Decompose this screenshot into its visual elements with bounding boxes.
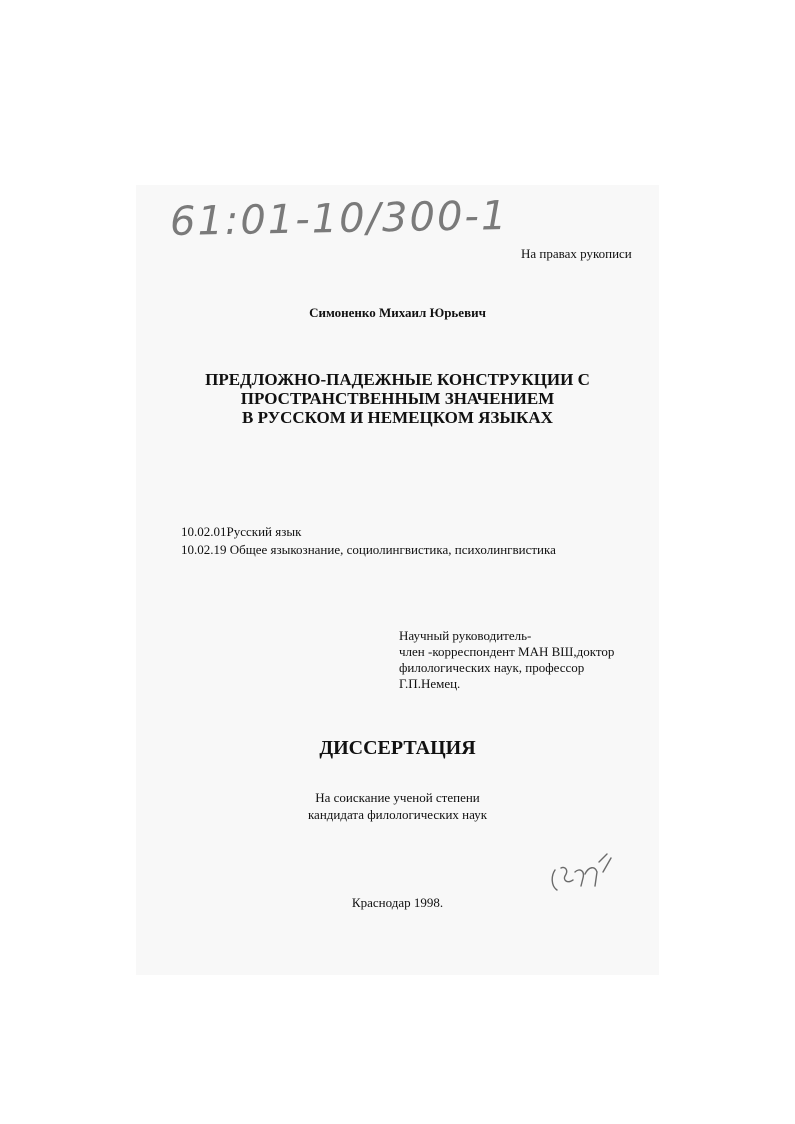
- degree-line: кандидата филологических наук: [307, 807, 488, 822]
- supervisor-line: Г.П.Немец.: [399, 676, 461, 691]
- supervisor-line: член -корреспондент МАН ВШ,доктор: [399, 644, 615, 659]
- supervisor-block: [399, 628, 614, 692]
- dissertation-title: [0, 370, 795, 427]
- supervisor-line: филологических наук, профессор: [399, 660, 585, 675]
- degree-line: На соискание ученой степени: [315, 790, 480, 805]
- title-line: В РУССКОМ И НЕМЕЦКОМ ЯЗЫКАХ: [242, 408, 553, 427]
- place-and-year: Краснодар 1998.: [351, 895, 444, 910]
- document-type-heading: ДИССЕРТАЦИЯ: [319, 737, 476, 759]
- rights-notice: На правах рукописи: [521, 246, 632, 261]
- handwritten-signature: [545, 852, 615, 898]
- specialty-line: 10.02.19 Общее языкознание, социолингвистика, психолингвистика: [181, 542, 556, 557]
- specialty-line: 10.02.01Русский язык: [181, 524, 302, 539]
- title-line: ПРЕДЛОЖНО-ПАДЕЖНЫЕ КОНСТРУКЦИИ С: [205, 370, 590, 389]
- title-line: ПРОСТРАНСТВЕННЫМ ЗНАЧЕНИЕМ: [240, 389, 555, 408]
- author-name: Симоненко Михаил Юрьевич: [309, 305, 486, 320]
- handwritten-catalog-number: 61:01-10/300-1: [169, 193, 509, 245]
- degree-statement: [0, 789, 795, 823]
- specialty-codes: [181, 523, 556, 559]
- supervisor-line: Научный руководитель-: [399, 628, 532, 643]
